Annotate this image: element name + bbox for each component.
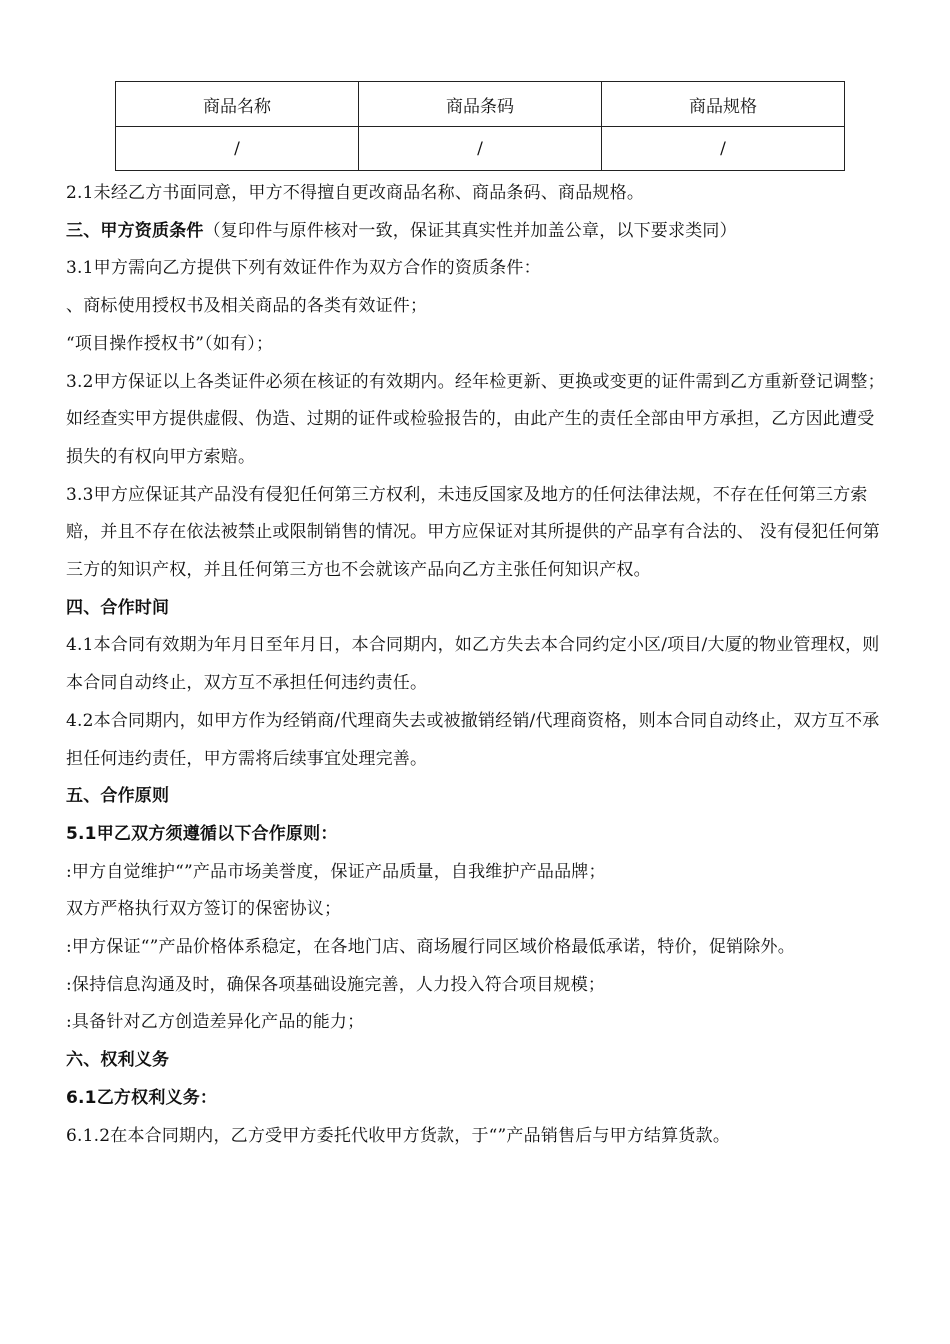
section-6-heading: 六、权利义务 [66, 1050, 170, 1071]
clause-6-1-2: 6.1.2在本合同期内，乙方受甲方委托代收甲方货款，于“”产品销售后与甲方结算货款。 [66, 1125, 731, 1146]
clause-3-1-item-2: “项目操作授权书”（如有）； [66, 333, 274, 354]
cell-goods-spec: / [602, 127, 845, 171]
clause-5-1-heading: 5.1甲乙双方须遵循以下合作原则： [66, 823, 338, 844]
clause-3-2: 3.2甲方保证以上各类证件必须在核证的有效期内。经年检更新、更换或变更的证件需到乙方重新登记调整；如经查实甲方提供虚假、伪造、过期的证件或检验报告的，由此产生的责任全部由甲方承担，乙方因此遭受损失的有权向甲方索赔。 [66, 371, 885, 467]
clause-3-3: 3.3甲方应保证其产品没有侵犯任何第三方权利，未违反国家及地方的任何法律法规，不存在任何第三方索赔，并且不存在依法被禁止或限制销售的情况。甲方应保证对其所提供的产品享有合法的、 没有侵犯任何第三方的知识产权，并且任何第三方也不会就该产品向乙方主张任何知识产权。 [66, 484, 881, 581]
principle-item-1: :甲方自觉维护“”产品市场美誉度，保证产品质量，自我维护产品品牌； [66, 861, 606, 882]
clause-4-1: 4.1本合同有效期为年月日至年月日，本合同期内，如乙方失去本合同约定小区/项目/大厦的物业管理权，则本合同自动终止，双方互不承担任何违约责任。 [66, 635, 880, 694]
section-3-title: 三、甲方资质条件 [66, 220, 204, 241]
header-goods-barcode: 商品条码 [359, 82, 602, 127]
principle-item-3: :甲方保证“”产品价格体系稳定，在各地门店、商场履行同区域价格最低承诺，特价，促销除外。 [66, 937, 795, 958]
cell-goods-name: / [116, 127, 359, 171]
clause-3-1: 3.1甲方需向乙方提供下列有效证件作为双方合作的资质条件： [66, 258, 541, 279]
goods-table [115, 81, 845, 171]
clause-4-2: 4.2本合同期内，如甲方作为经销商/代理商失去或被撤销经销/代理商资格，则本合同自动终止，双方互不承担任何违约责任，甲方需将后续事宜处理完善。 [66, 710, 880, 769]
section-4-heading: 四、合作时间 [66, 597, 170, 618]
clause-6-1-heading: 6.1乙方权利义务： [66, 1087, 218, 1108]
principle-item-5: :具备针对乙方创造差异化产品的能力； [66, 1012, 365, 1033]
table-row [116, 127, 845, 171]
principle-item-4: :保持信息沟通及时，确保各项基础设施完善，人力投入符合项目规模； [66, 974, 606, 995]
principle-item-2: 双方严格执行双方签订的保密协议； [66, 899, 342, 920]
section-3-heading [66, 213, 886, 251]
cell-goods-barcode: / [359, 127, 602, 171]
header-goods-name: 商品名称 [116, 82, 359, 127]
section-3-note: （复印件与原件核对一致，保证其真实性并加盖公章，以下要求类同） [203, 220, 737, 241]
document-body [66, 175, 886, 1155]
header-goods-spec: 商品规格 [602, 82, 845, 127]
section-5-heading: 五、合作原则 [66, 786, 170, 807]
table-header-row [116, 82, 845, 127]
clause-2-1: 2.1未经乙方书面同意，甲方不得擅自更改商品名称、商品条码、商品规格。 [66, 183, 645, 203]
clause-3-1-item-1: 、商标使用授权书及相关商品的各类有效证件； [66, 296, 428, 317]
